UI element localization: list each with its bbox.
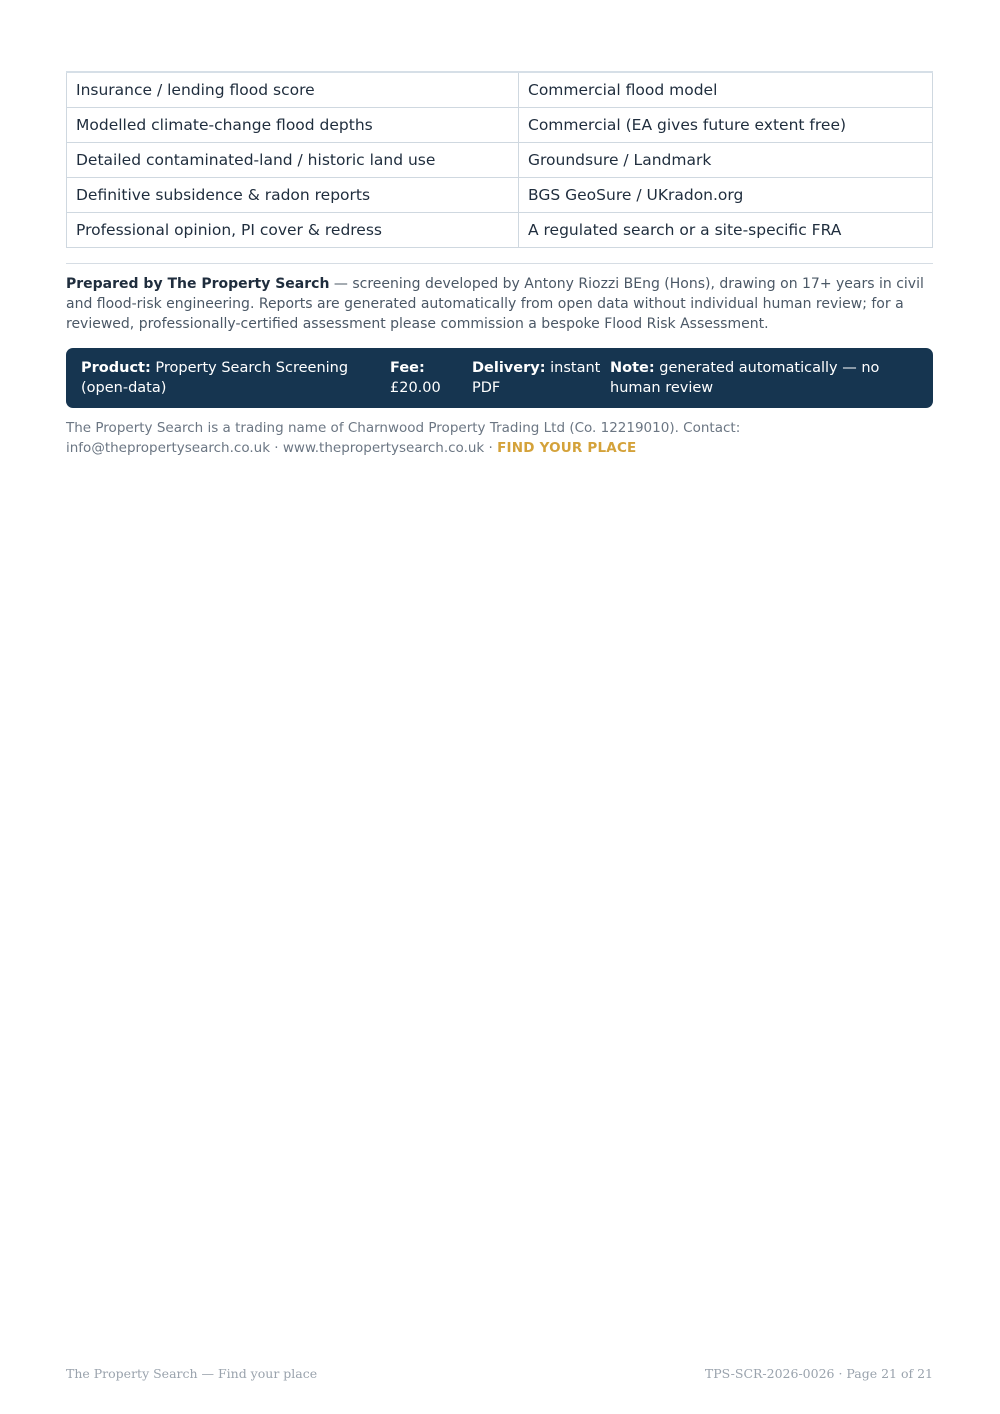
table-cell-source: Commercial flood model: [519, 72, 933, 108]
banner-delivery-value: instant PDF: [472, 360, 601, 396]
product-banner: [66, 348, 933, 408]
brand-tagline: FIND YOUR PLACE: [497, 440, 637, 456]
legal-text: The Property Search is a trading name of Charnwood Property Trading Ltd (Co. 12219010). Contact: info@thepropertysearch.co.uk · www.thepropertysearch.co.uk ·: [66, 420, 741, 456]
banner-fee-label: Fee:: [390, 360, 425, 376]
banner-note-label: Note:: [610, 360, 655, 376]
page-footer: [66, 1366, 933, 1381]
prepared-by-paragraph: [66, 274, 933, 334]
table-cell-need: Definitive subsidence & radon reports: [67, 178, 519, 213]
banner-fee-value: £20.00: [390, 380, 441, 396]
banner-delivery: [472, 358, 610, 398]
table-cell-need: Professional opinion, PI cover & redress: [67, 213, 519, 248]
section-divider: [66, 263, 933, 264]
banner-product-value: Property Search Screening (open-data): [81, 360, 349, 396]
banner-product-label: Product:: [81, 360, 151, 376]
table-row: [67, 178, 933, 213]
banner-note: [610, 358, 918, 398]
prepared-by-body: — screening developed by Antony Riozzi BEng (Hons), drawing on 17+ years in civil and flood-risk engineering. Reports are generated automatically from open data without individual human review; for a reviewed, professionally-certified assessment please commission a bespoke Flood Risk Assessment.: [66, 276, 924, 332]
table-cell-source: BGS GeoSure / UKradon.org: [519, 178, 933, 213]
table-cell-source: A regulated search or a site-specific FRA: [519, 213, 933, 248]
banner-note-value: generated automatically — no human review: [610, 360, 880, 396]
table-cell-source: Commercial (EA gives future extent free): [519, 108, 933, 143]
footer-page-number: TPS-SCR-2026-0026 · Page 21 of 21: [704, 1366, 933, 1381]
table-row: [67, 108, 933, 143]
table-cell-need: Detailed contaminated-land / historic land use: [67, 143, 519, 178]
prepared-by-lead: Prepared by The Property Search: [66, 276, 330, 292]
page-content: [66, 71, 933, 472]
banner-delivery-label: Delivery:: [472, 360, 546, 376]
table-cell-source: Groundsure / Landmark: [519, 143, 933, 178]
table-row: [67, 72, 933, 108]
footer-brand: The Property Search — Find your place: [66, 1366, 318, 1381]
table-cell-need: Insurance / lending flood score: [67, 72, 519, 108]
table-cell-need: Modelled climate-change flood depths: [67, 108, 519, 143]
banner-fee: [390, 358, 472, 398]
table-row: [67, 143, 933, 178]
table-row: [67, 213, 933, 248]
banner-product: [81, 358, 390, 398]
legal-notice: [66, 418, 933, 458]
data-sources-table: [66, 71, 933, 248]
